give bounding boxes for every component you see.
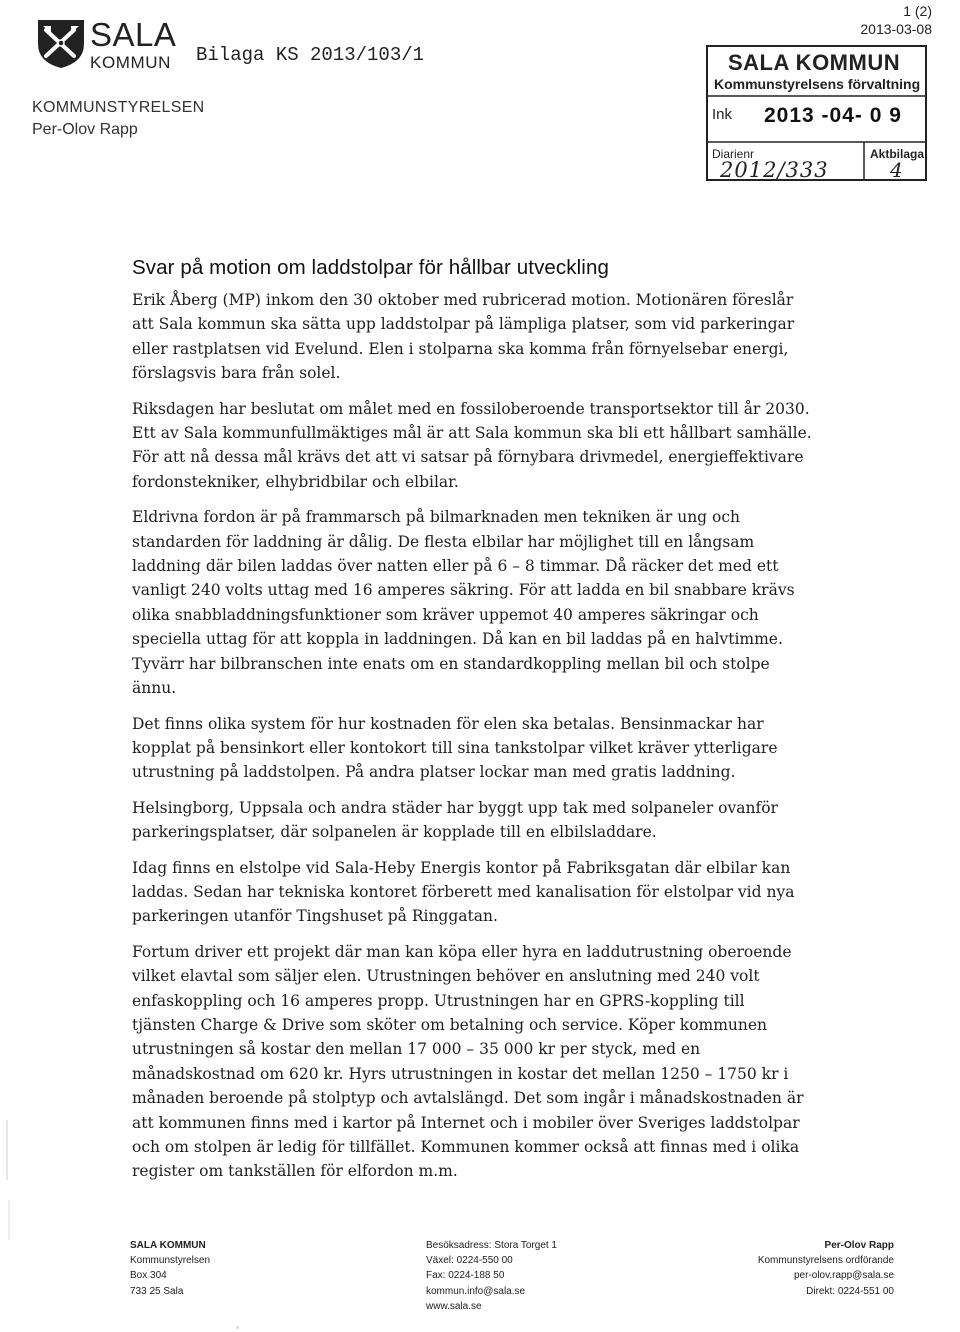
document-body (132, 256, 812, 1195)
footer-line: Kommunstyrelsen (130, 1255, 211, 1267)
footer-contact-email: per-olov.rapp@sala.se (793, 1270, 894, 1282)
logo-wordmark: SALA (90, 16, 177, 53)
footer-line: Box 304 (130, 1270, 167, 1282)
document-date: 2013-03-08 (860, 21, 932, 37)
paragraph: Fortum driver ett projekt där man kan köpa eller hyra en laddutrustning oberoende vilket elavtal som säljer elen. Utrustningen behöver en anslutning med 240 volt enfaskoppling och 16 amperes propp. Utrustningen har en GPRS-koppling till tjänsten Charge & Drive som sköter om betalning och service. Köper kommunen utrustningen så kostar den mellan 17 000 – 35 000 kr per styck, med en månadskostnad om 620 kr. Hyrs utrustningen in kostar det mellan 1250 – 1750 kr i månaden beroende på stolptyp och avtalslängd. Det som ingår i månadskostnaden är att kommunen finns med i kartor på Internet och i mobiler över Sveriges laddstolpar och om stolpen är ledig för tillfället. Kommunen kommer också att finnas med i olika register om tankställen för elfordon m.m. (132, 942, 804, 1181)
department-name: KOMMUNSTYRELSEN (32, 99, 205, 116)
footer-left (130, 1238, 210, 1299)
stamp-received-date: 2013 -04- 0 9 (764, 104, 902, 127)
stamp-diarienr-value: 2012/333 (720, 158, 829, 182)
stamp-received-label: Ink (712, 106, 733, 123)
stamp-subtitle: Kommunstyrelsens förvaltning (714, 76, 921, 92)
scan-artifact (6, 1120, 8, 1180)
author-name: Per-Olov Rapp (32, 121, 138, 138)
paragraph: Riksdagen har beslutat om målet med en fossiloberoende transportsektor till år 2030. Ett av Sala kommunfullmäktiges mål är att Sala kommun ska bli ett hållbart samhälle. För att nå dessa mål krävs det att vi satsar på förnybara drivmedel, energieffektivare fordonstekniker, elhybridbilar och elbilar. (132, 399, 812, 491)
footer-middle (426, 1238, 557, 1314)
footer-visit-address: Besöksadress: Stora Torget 1 (426, 1240, 557, 1251)
document-title: Svar på motion om laddstolpar för hållbar utveckling (132, 256, 609, 279)
stamp-aktbilaga-value: 4 (890, 158, 903, 182)
stamp-aktbilaga-label: Aktbilaga (870, 147, 925, 161)
paragraph: Idag finns en elstolpe vid Sala-Heby Energis kontor på Fabriksgatan där elbilar kan laddas. Sedan har tekniska kontoret förberett med kanalisation för elstolpar vid nya parkeringen utanför Tingshuset på Ringgatan. (132, 858, 795, 926)
paragraph: Helsingborg, Uppsala och andra städer har byggt upp tak med solpaneler ovanför parkeringsplatser, där solpanelen är kopplade till en elbilsladdare. (132, 798, 778, 842)
scan-artifact (8, 1200, 10, 1240)
footer-right (758, 1238, 894, 1299)
footer-fax: Fax: 0224-188 50 (426, 1270, 505, 1282)
footer-contact-role: Kommunstyrelsens ordförande (757, 1255, 894, 1267)
paragraph: Eldrivna fordon är på frammarsch på bilmarknaden men tekniken är ung och standarden för laddning är dålig. De flesta elbilar har möjlighet till en långsam laddning där bilen laddas över natten eller på 6 – 8 timmar. Då räcker det med ett vanligt 240 volts uttag med 16 amperes säkring. För att ladda en bil snabbare krävs olika snabbladdningsfunktioner som kräver uppemot 40 amperes säkringar och speciella uttag för att koppla in laddningen. Då kan en bil laddas på en halvtimme. Tyvärr har bilbranschen inte enats om en standardkoppling mellan bil och stolpe ännu. (132, 508, 795, 698)
footer-org-name: SALA KOMMUN (130, 1240, 206, 1251)
footer-phone: Växel: 0224-550 00 (426, 1255, 513, 1267)
page-number: 1 (2) (903, 3, 932, 19)
received-stamp (706, 44, 928, 184)
logo-subtext: KOMMUN (90, 53, 172, 72)
sala-logo (34, 12, 184, 72)
footer-contact-name: Per-Olov Rapp (824, 1240, 894, 1251)
scan-artifact (236, 1326, 239, 1329)
paragraph: Det finns olika system för hur kostnaden för elen ska betalas. Bensinmackar har kopplat på bensinkort eller kontokort till sina tankstolpar vilket kräver ytterligare utrustning på laddstolpen. På andra platser lockar man med gratis laddning. (132, 714, 778, 782)
footer-website: www.sala.se (426, 1300, 482, 1312)
footer-line: 733 25 Sala (130, 1285, 184, 1297)
paragraph: Erik Åberg (MP) inkom den 30 oktober med rubricerad motion. Motionären föreslår att Sala kommun ska sätta upp laddstolpar på lämpliga platser, som vid parkeringar eller rastplatsen vid Evelund. Elen i stolparna ska komma från förnyelsebar energi, förslagsvis bara från solel. (132, 291, 795, 383)
sala-coat-of-arms-icon (34, 16, 88, 70)
stamp-diarienr-label: Diarienr (712, 147, 755, 161)
footer-email: kommun.info@sala.se (426, 1285, 526, 1297)
stamp-title: SALA KOMMUN (728, 50, 901, 75)
footer-contact-phone: Direkt: 0224-551 00 (806, 1285, 894, 1297)
attachment-reference: Bilaga KS 2013/103/1 (196, 44, 425, 66)
